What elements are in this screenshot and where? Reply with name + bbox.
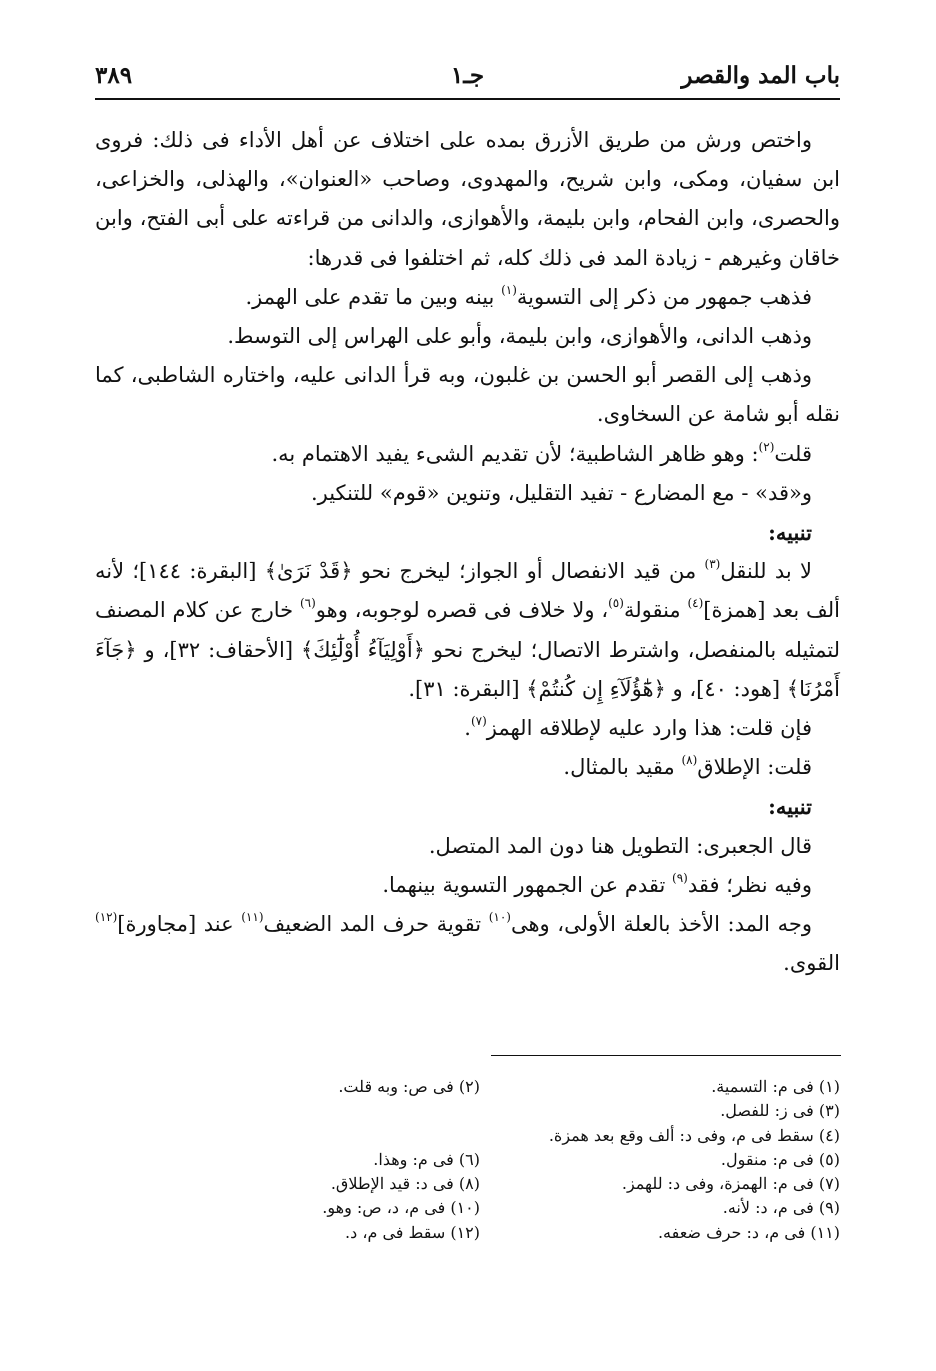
paragraph [95, 905, 840, 983]
main-text [95, 121, 840, 983]
footnote-marker[interactable]: (١٠) [488, 910, 511, 925]
footnote-7: (٧) فى م: الهمزة، وفى د: للهمز. [621, 1174, 840, 1194]
text-run: خارج عن كلام المصنف لتمثيله بالمنفصل، واشترط الاتصال؛ ليخرج نحو ﴿أَوْلِيَآءُ أُوْلَٰٓئِكَ﴾ [الأحقاف: ٣٢]، و ﴿جَآءَ أَمْرُنَا﴾ [هود: ٤٠]، و ﴿هَٰٓؤُلَآءِ إِن كُنتُمْ﴾ [البقرة: ٣١]. [95, 598, 840, 701]
footnote-row [140, 1172, 840, 1196]
volume-label: جـ١ [450, 62, 485, 89]
footnote-marker[interactable]: (١) [501, 282, 517, 297]
footnote-3: (٣) فى ز: للفصل. [720, 1101, 840, 1121]
footnote-12: (١٢) سقط فى م، د. [345, 1222, 480, 1242]
text-run: القوى. [783, 951, 840, 976]
footnote-row [140, 1075, 840, 1099]
text-run: لا بد للنقل [720, 559, 812, 584]
footnote-marker[interactable]: (٤) [687, 596, 704, 611]
footnote-marker[interactable]: (٧) [470, 714, 487, 729]
paragraph: و«قد» - مع المضارع - تفيد التقليل، وتنوين «قوم» للتنكير. [310, 480, 812, 505]
text-run: تقدم عن الجمهور التسوية بينهما. [382, 872, 673, 897]
footnote-marker[interactable]: (٨) [681, 753, 698, 768]
text-run: تقوية حرف المد الضعيف [263, 912, 489, 937]
footnote-11: (١١) فى م، د: حرف ضعفه. [657, 1222, 840, 1242]
text-run: فذهب جمهور من ذكر إلى التسوية [516, 284, 812, 309]
paragraph: وذهب الدانى، والأهوازى، وابن بليمة، وأبو على الهراس إلى التوسط. [227, 324, 812, 349]
page-number: ٣٨٩ [95, 62, 133, 89]
paragraph [95, 748, 840, 787]
paragraph [95, 709, 840, 748]
section-heading: تنبيه: [768, 520, 812, 546]
footnote-10: (١٠) فى م، د، ص: وهو. [322, 1198, 480, 1218]
footnote-1: (١) فى م: التسمية. [711, 1077, 840, 1096]
running-header [95, 58, 840, 100]
footnote-divider [491, 1055, 841, 1056]
text-run: قلت [774, 441, 812, 466]
text-run: من قيد الانفصال أو الجواز؛ ليخرج نحو ﴿قَدْ نَرَىٰ﴾ [البقرة: ١٤٤]؛ لأنه ألف بعد [همزة] [95, 559, 841, 623]
footnote-5: (٥) فى م: منقول. [720, 1149, 840, 1169]
footnote-marker[interactable]: (١١) [241, 910, 264, 925]
footnote-2: (٢) فى ص: وبه قلت. [338, 1077, 480, 1096]
paragraph: وذهب إلى القصر أبو الحسن بن غلبون، وبه قرأ الدانى عليه، واختاره الشاطبى، كما نقله أبو شامة عن السخاوى. [95, 363, 840, 427]
footnote-marker[interactable]: (٢) [758, 439, 775, 454]
paragraph: قال الجعبرى: التطويل هنا دون المد المتصل. [428, 833, 812, 858]
paragraph [95, 552, 840, 709]
text-run: قلت: الإطلاق [697, 755, 812, 780]
text-run: وجه المد: الأخذ بالعلة الأولى، وهى [510, 912, 812, 937]
text-run: وفيه نظر؛ فقد [687, 872, 812, 897]
chapter-title: باب المد والقصر [681, 62, 840, 89]
text-run: مقيد بالمثال. [563, 755, 682, 780]
footnote-row [140, 1221, 840, 1245]
footnotes [140, 1075, 840, 1245]
text-run: . [464, 716, 471, 741]
footnote-marker[interactable]: (٩) [672, 870, 688, 885]
footnote-marker[interactable]: (١٢) [95, 910, 118, 925]
footnote-marker[interactable]: (٣) [704, 557, 721, 572]
footnote-marker[interactable]: (٥) [608, 596, 624, 611]
footnote-marker[interactable]: (٦) [299, 596, 316, 611]
section-heading: تنبيه: [768, 794, 812, 820]
footnote-4: (٤) سقط فى م، وفى د: ألف وقع بعد همزة. [548, 1125, 840, 1145]
paragraph [95, 866, 840, 905]
paragraph [95, 435, 840, 474]
footnote-row [140, 1099, 840, 1123]
text-run: منقولة [623, 598, 688, 623]
footnote-6: (٦) فى م: وهذا. [373, 1149, 480, 1169]
footnote-8: (٨) فى د: قيد الإطلاق. [330, 1174, 480, 1194]
text-run: عند [مجاورة] [117, 912, 242, 937]
paragraph [95, 278, 840, 317]
text-run: : وهو ظاهر الشاطبية؛ لأن تقديم الشىء يفيد الاهتمام به. [271, 441, 759, 466]
text-run: بينه وبين ما تقدم على الهمز. [245, 284, 502, 309]
text-run: فإن قلت: هذا وارد عليه لإطلاقه الهمز [486, 716, 812, 741]
footnote-row [140, 1124, 840, 1148]
footnote-9: (٩) فى م، د: لأنه. [722, 1198, 840, 1218]
text-run: ، ولا خلاف فى قصره لوجوبه، وهو [315, 598, 609, 623]
footnote-row [140, 1196, 840, 1220]
footnote-row [140, 1148, 840, 1172]
paragraph: واختص ورش من طريق الأزرق بمده على اختلاف عن أهل الأداء فى ذلك: فروى ابن سفيان، ومكى، وابن شريح، والمهدوى، وصاحب «العنوان»، والهذلى، والخزاعى، والحصرى، وابن الفحام، وابن بليمة، والأهوازى، والدانى من قراءته على أبى الفتح، وابن خاقان وغيرهم - زيادة المد فى ذلك كله، ثم اختلفوا فى قدرها: [95, 128, 840, 270]
